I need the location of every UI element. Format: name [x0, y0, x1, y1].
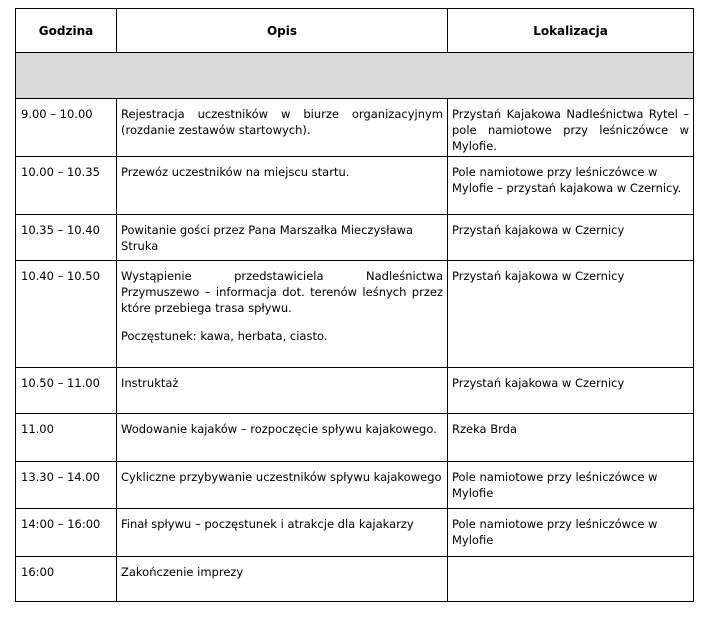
schedule-table: [15, 8, 694, 602]
table-row: [16, 261, 694, 368]
location-cell: [448, 261, 694, 368]
header-row: [16, 9, 694, 53]
location-cell: [448, 462, 694, 509]
location-cell: [448, 157, 694, 215]
description-cell: [117, 215, 448, 261]
time-text: 11.00: [21, 422, 54, 436]
location-text: Pole namiotowe przy leśniczówce w Mylofie – przystań kajakowa w Czernicy.: [452, 165, 682, 195]
location-text: Pole namiotowe przy leśniczówce w Mylofie: [452, 517, 658, 547]
location-text: Pole namiotowe przy leśniczówce w Mylofie: [452, 470, 658, 500]
header-description: Opis: [117, 9, 448, 53]
description-cell: [117, 509, 448, 557]
description-cell: [117, 99, 448, 157]
description-text: Finał spływu – poczęstunek i atrakcje dla kajakarzy: [121, 517, 414, 531]
location-text: Przystań kajakowa w Czernicy: [452, 223, 625, 237]
description-cell: [117, 261, 448, 368]
refreshments-note: Poczęstunek: kawa, herbata, ciasto.: [121, 329, 328, 343]
description-text: Powitanie gości przez Pana Marszałka Mieczysława Struka: [121, 223, 414, 253]
description-text: Wystąpienie przedstawiciela Nadleśnictwa Przymuszewo – informacja dot. terenów leśnych przez które przebiega trasa spływu.: [121, 269, 443, 315]
time-text: 10.50 – 11.00: [21, 376, 100, 390]
header-location: Lokalizacja: [448, 9, 694, 53]
header-time: Godzina: [16, 9, 117, 53]
location-cell: [448, 414, 694, 462]
time-cell: [16, 462, 117, 509]
table-row: [16, 99, 694, 157]
description-text: Instruktaż: [121, 376, 179, 390]
description-text: Rejestracja uczestników w biurze organizacyjnym (rozdanie zestawów startowych).: [121, 107, 443, 137]
time-cell: [16, 215, 117, 261]
time-text: 10.00 – 10.35: [21, 165, 100, 179]
description-cell: [117, 462, 448, 509]
table-row: [16, 462, 694, 509]
location-text: Przystań Kajakowa Nadleśnictwa Rytel – pole namiotowe przy leśniczówce w Mylofie.: [452, 107, 689, 153]
location-text: Przystań kajakowa w Czernicy: [452, 376, 625, 390]
time-text: 10.40 – 10.50: [21, 269, 100, 283]
description-text: Cykliczne przybywanie uczestników spływu kajakowego: [121, 470, 442, 484]
shaded-band-row: [16, 53, 694, 99]
time-cell: [16, 261, 117, 368]
location-cell: [448, 215, 694, 261]
table-row: [16, 509, 694, 557]
description-cell: [117, 368, 448, 414]
time-text: 10.35 – 10.40: [21, 223, 100, 237]
description-text: Wodowanie kajaków – rozpoczęcie spływu kajakowego.: [121, 422, 437, 436]
time-cell: [16, 368, 117, 414]
location-cell: [448, 557, 694, 602]
time-cell: [16, 157, 117, 215]
description-cell: [117, 414, 448, 462]
time-cell: [16, 414, 117, 462]
location-cell: [448, 368, 694, 414]
location-cell: [448, 509, 694, 557]
table-row: [16, 414, 694, 462]
table-row: [16, 215, 694, 261]
time-text: 9.00 – 10.00: [21, 107, 93, 121]
time-cell: [16, 557, 117, 602]
shaded-band: [16, 53, 694, 99]
time-text: 16:00: [21, 565, 55, 579]
time-cell: [16, 99, 117, 157]
table-row: [16, 557, 694, 602]
location-text: Rzeka Brda: [452, 422, 518, 436]
table-row: [16, 157, 694, 215]
location-text: [448, 557, 693, 564]
location-text: Przystań kajakowa w Czernicy: [452, 269, 625, 283]
time-text: 14:00 – 16:00: [21, 517, 101, 531]
time-cell: [16, 509, 117, 557]
description-text: Przewóz uczestników na miejscu startu.: [121, 165, 350, 179]
description-cell: [117, 157, 448, 215]
description-text: Zakończenie imprezy: [121, 565, 244, 579]
description-cell: [117, 557, 448, 602]
location-cell: [448, 99, 694, 157]
time-text: 13.30 – 14.00: [21, 470, 100, 484]
table-row: [16, 368, 694, 414]
